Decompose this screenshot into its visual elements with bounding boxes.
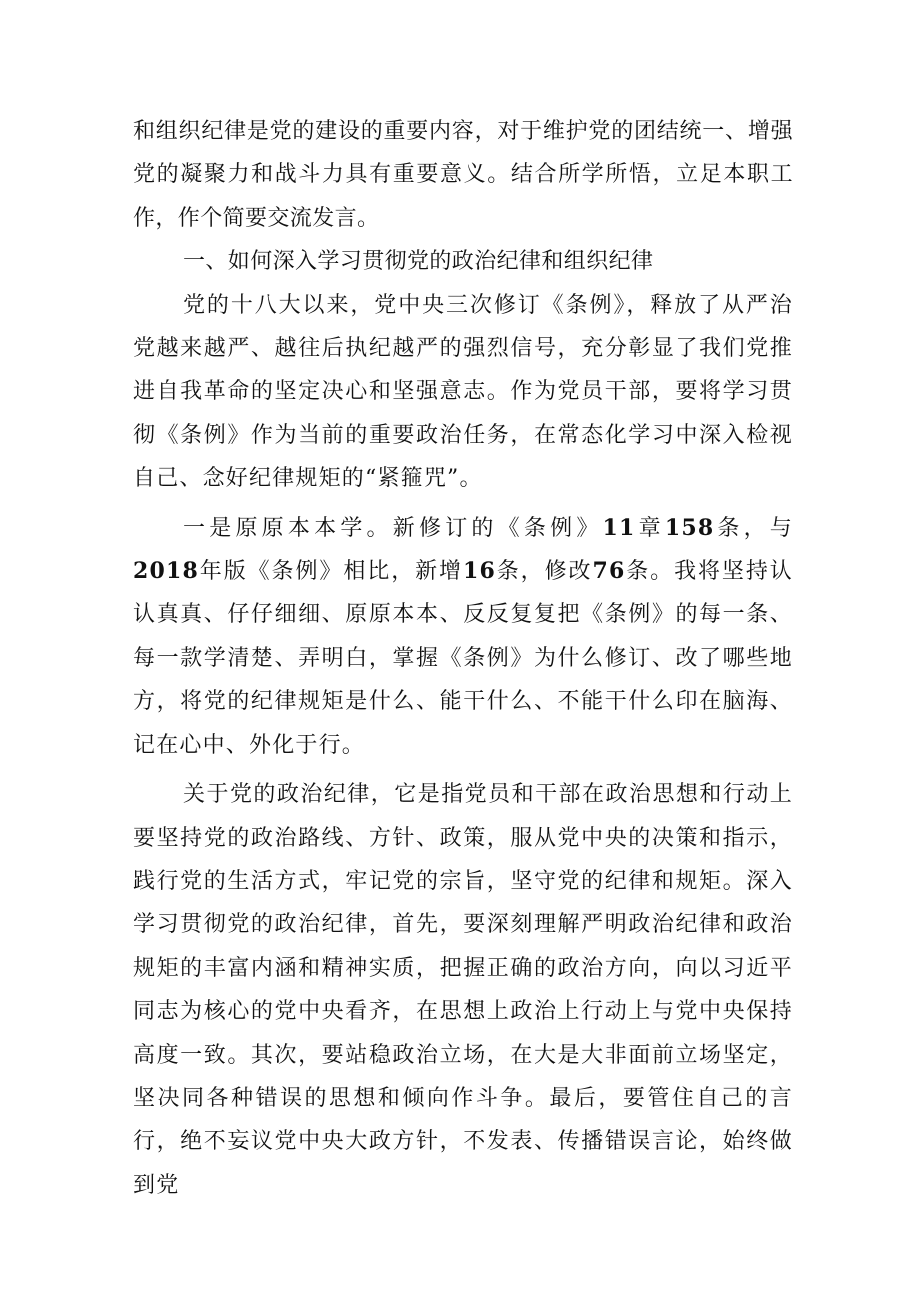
edition-year: 2018	[133, 558, 200, 585]
paragraph-political-discipline: 关于党的政治纪律，它是指党员和干部在政治思想和行动上要坚持党的政治路线、方针、政策，服从党中央的决策和指示，践行党的生活方式，牢记党的宗旨，坚守党的纪律和规矩。深入学习贯彻党的政治纪律，首先，要深刻理解严明政治纪律和政治规矩的丰富内涵和精神实质，把握正确的政治方向，向以习近平同志为核心的党中央看齐，在思想上政治上行动上与党中央保持高度一致。其次，要站稳政治立场，在大是大非面前立场坚定，坚决同各种错误的思想和倾向作斗争。最后，要管住自己的言行，绝不妄议党中央大政方针，不发表、传播错误言论，始终做到党	[133, 782, 793, 1198]
paragraph-study-text-3: 条，与	[714, 515, 794, 541]
article-count: 158	[664, 514, 715, 541]
modified-count: 76	[592, 558, 626, 585]
paragraph-study-original	[133, 507, 793, 767]
paragraph-revision-background: 党的十八大以来，党中央三次修订《条例》，释放了从严治党越来越严、越往后执纪越严的强烈信号，充分彰显了我们党推进自我革命的坚定决心和坚强意志。作为党员干部，要将学习贯彻《条例》作为当前的重要政治任务，在常态化学习中深入检视自己、念好纪律规矩的“紧箍咒”。	[133, 292, 793, 492]
added-count: 16	[463, 558, 497, 585]
paragraph-study-text-2: 章	[635, 515, 665, 541]
document-body	[133, 110, 793, 1207]
intro-paragraph: 和组织纪律是党的建设的重要内容，对于维护党的团结统一、增强党的凝聚力和战斗力具有重要意义。结合所学所悟，立足本职工作，作个简要交流发言。	[133, 119, 793, 231]
paragraph-study-text-4: 年版《条例》相比，新增	[199, 559, 463, 585]
paragraph-study-text-1: 一是原原本本学。新修订的《条例》	[183, 515, 603, 541]
paragraph-study-text-6: 条。我将坚持认认真真、仔仔细细、原原本本、反反复复把《条例》的每一条、每一款学清楚、弄明白，掌握《条例》为什么修订、改了哪些地方，将党的纪律规矩是什么、能干什么、不能干什么印在脑海、记在心中、外化于行。	[133, 559, 793, 758]
chapter-count: 11	[602, 514, 636, 541]
section-heading: 一、如何深入学习贯彻党的政治纪律和组织纪律	[183, 249, 654, 275]
paragraph-study-text-5: 条，修改	[496, 559, 593, 585]
